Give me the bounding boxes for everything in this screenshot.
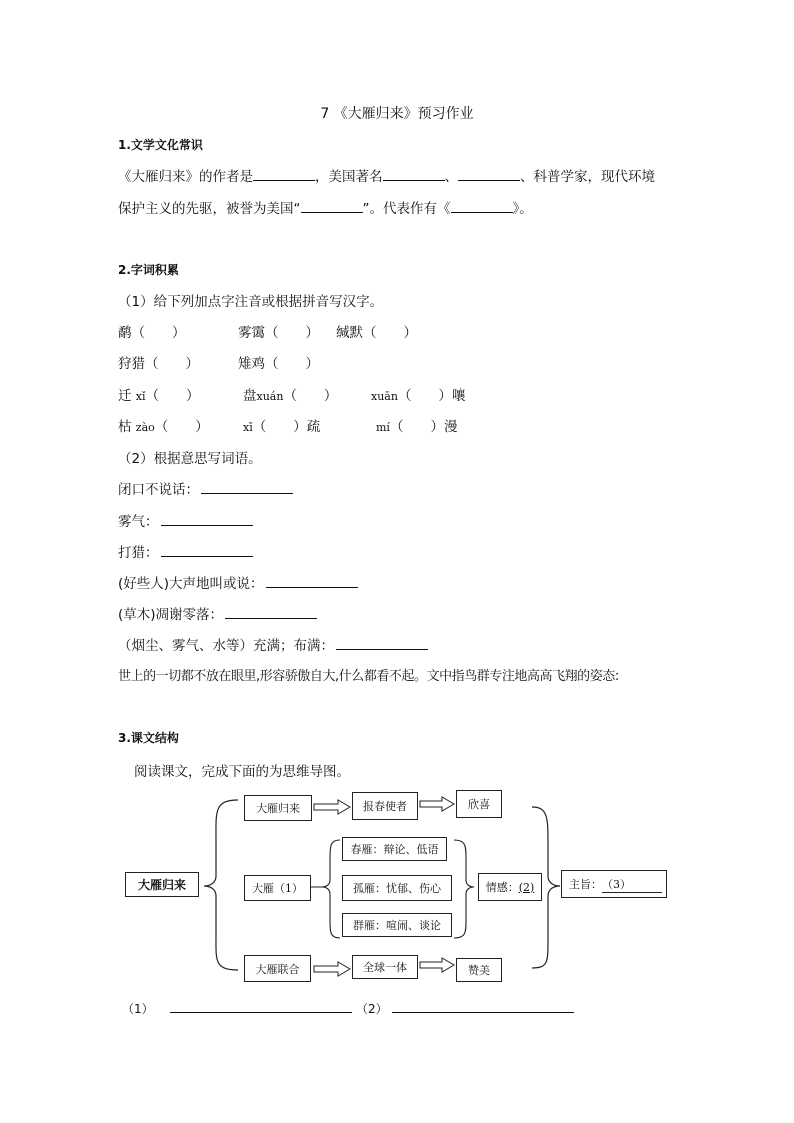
sec1-line-2 (118, 197, 533, 217)
char: 漫 (443, 419, 458, 435)
definition-item (118, 572, 358, 592)
sec1-text: 》。 (512, 201, 533, 217)
blank-title[interactable] (301, 200, 363, 213)
answer-paren[interactable]: （ ） (145, 388, 200, 404)
pinyin-item (118, 384, 200, 404)
answer-paren[interactable]: （ ） (389, 419, 444, 435)
char: 盘 (243, 388, 257, 404)
map-branch-2-a: 春雁：辩论、低语 (342, 837, 447, 861)
pinyin-item (243, 384, 337, 404)
pinyin: xuán (256, 390, 284, 403)
word-item: 鹬（ ） (118, 325, 186, 341)
sec1-text: 《大雁归来》的作者是 (118, 169, 253, 185)
definition-item (118, 603, 317, 623)
theme-blank[interactable]: （3） (602, 876, 662, 893)
sec1-text: 、科普学家，现代环境 (520, 169, 655, 185)
definition-item (118, 541, 253, 561)
pinyin-item (371, 384, 465, 404)
answer-2 (356, 999, 574, 1017)
section-2-heading: 2.字词积累 (118, 263, 179, 277)
map-branch-1-b: 欣喜 (456, 790, 502, 818)
pinyin: zào (135, 421, 155, 434)
map-branch-3-b: 赞美 (456, 958, 502, 982)
emotion-blank[interactable]: (2) (518, 880, 535, 894)
map-branch-3: 大雁联合 (244, 955, 311, 982)
char: 嚷 (451, 388, 466, 404)
answer-blank[interactable] (161, 512, 253, 526)
definition-item (118, 634, 428, 654)
word-item: 缄默（ ） (336, 325, 417, 341)
pinyin: xī (243, 421, 253, 434)
sec1-text: 保护主义的先驱，被誉为美国“ (118, 201, 301, 217)
section-3-heading: 3.课文结构 (118, 731, 179, 745)
pinyin-item (118, 415, 209, 435)
definition-text: (草木)凋谢零落： (118, 607, 224, 623)
sec2-sub1: （1）给下列加点字注音或根据拼音写汉字。 (118, 294, 384, 310)
blank-author[interactable] (253, 168, 315, 181)
sec1-text: 、 (444, 169, 458, 185)
map-branch-2-c: 群雁：喧闹、谈论 (342, 913, 452, 937)
map-branch-1: 大雁归来 (244, 795, 312, 821)
word-item: 雾霭（ ） (238, 325, 319, 341)
answer-1-label: （1） (122, 1002, 154, 1016)
answer-blank[interactable] (161, 543, 253, 557)
answer-1-blank[interactable] (170, 999, 352, 1013)
definition-text: 雾气： (118, 514, 159, 530)
map-branch-2: 大雁（1） (244, 875, 311, 901)
word-item: 狩猎（ ） (118, 356, 199, 372)
pinyin: xuān (371, 390, 398, 403)
answer-blank[interactable] (201, 480, 293, 494)
emotion-label: 情感： (485, 881, 519, 894)
answer-2-blank[interactable] (392, 999, 574, 1013)
map-root: 大雁归来 (125, 872, 199, 897)
answer-blank[interactable] (266, 574, 358, 588)
map-branch-3-a: 全球一体 (352, 955, 418, 979)
answer-2-label: （2） (356, 1002, 388, 1016)
map-theme (561, 870, 667, 898)
definition-text: 打猎： (118, 545, 159, 561)
blank-identity-2[interactable] (458, 168, 520, 181)
section-1-heading: 1.文学文化常识 (118, 138, 203, 152)
sec2-sub2: （2）根据意思写词语。 (118, 451, 262, 467)
answer-paren[interactable]: （ ） (154, 419, 209, 435)
blank-identity-1[interactable] (383, 168, 445, 181)
sec3-intro: 阅读课文，完成下面的为思维导图。 (134, 764, 350, 780)
pinyin-item (243, 415, 320, 435)
sec1-line-1 (118, 165, 655, 185)
char: 迁 (118, 388, 132, 404)
definition-text: 闭口不说话： (118, 482, 199, 498)
answer-blank[interactable] (225, 605, 317, 619)
definition-text: (好些人)大声地叫或说： (118, 576, 264, 592)
map-emotion (478, 873, 542, 901)
char: 枯 (118, 419, 132, 435)
sec1-text: ”。代表作有《 (362, 201, 451, 217)
answer-paren[interactable]: （ ） (397, 388, 452, 404)
answer-1 (122, 999, 352, 1017)
char: 疏 (306, 419, 321, 435)
answer-paren[interactable]: （ ） (252, 419, 307, 435)
pinyin-item (376, 415, 457, 435)
answer-paren[interactable]: （ ） (283, 388, 338, 404)
pinyin: xǐ (135, 390, 146, 403)
definition-item (118, 478, 293, 498)
sec1-text: ，美国著名 (315, 169, 383, 185)
pinyin: mí (376, 421, 390, 434)
blank-work[interactable] (451, 200, 513, 213)
definition-long: 世上的一切都不放在眼里,形容骄傲自大,什么都看不起。文中指鸟群专注地高高飞翔的姿态: (118, 669, 619, 684)
page-title: 7 《大雁归来》预习作业 (320, 106, 474, 122)
word-item: 雉鸡（ ） (238, 356, 319, 372)
map-branch-1-a: 报春使者 (352, 792, 418, 820)
map-branch-2-b: 孤雁：忧郁、伤心 (342, 875, 452, 901)
definition-item (118, 510, 253, 530)
definition-text: （烟尘、雾气、水等）充满；布满： (118, 638, 334, 654)
theme-label: 主旨： (569, 878, 602, 891)
answer-blank[interactable] (336, 636, 428, 650)
